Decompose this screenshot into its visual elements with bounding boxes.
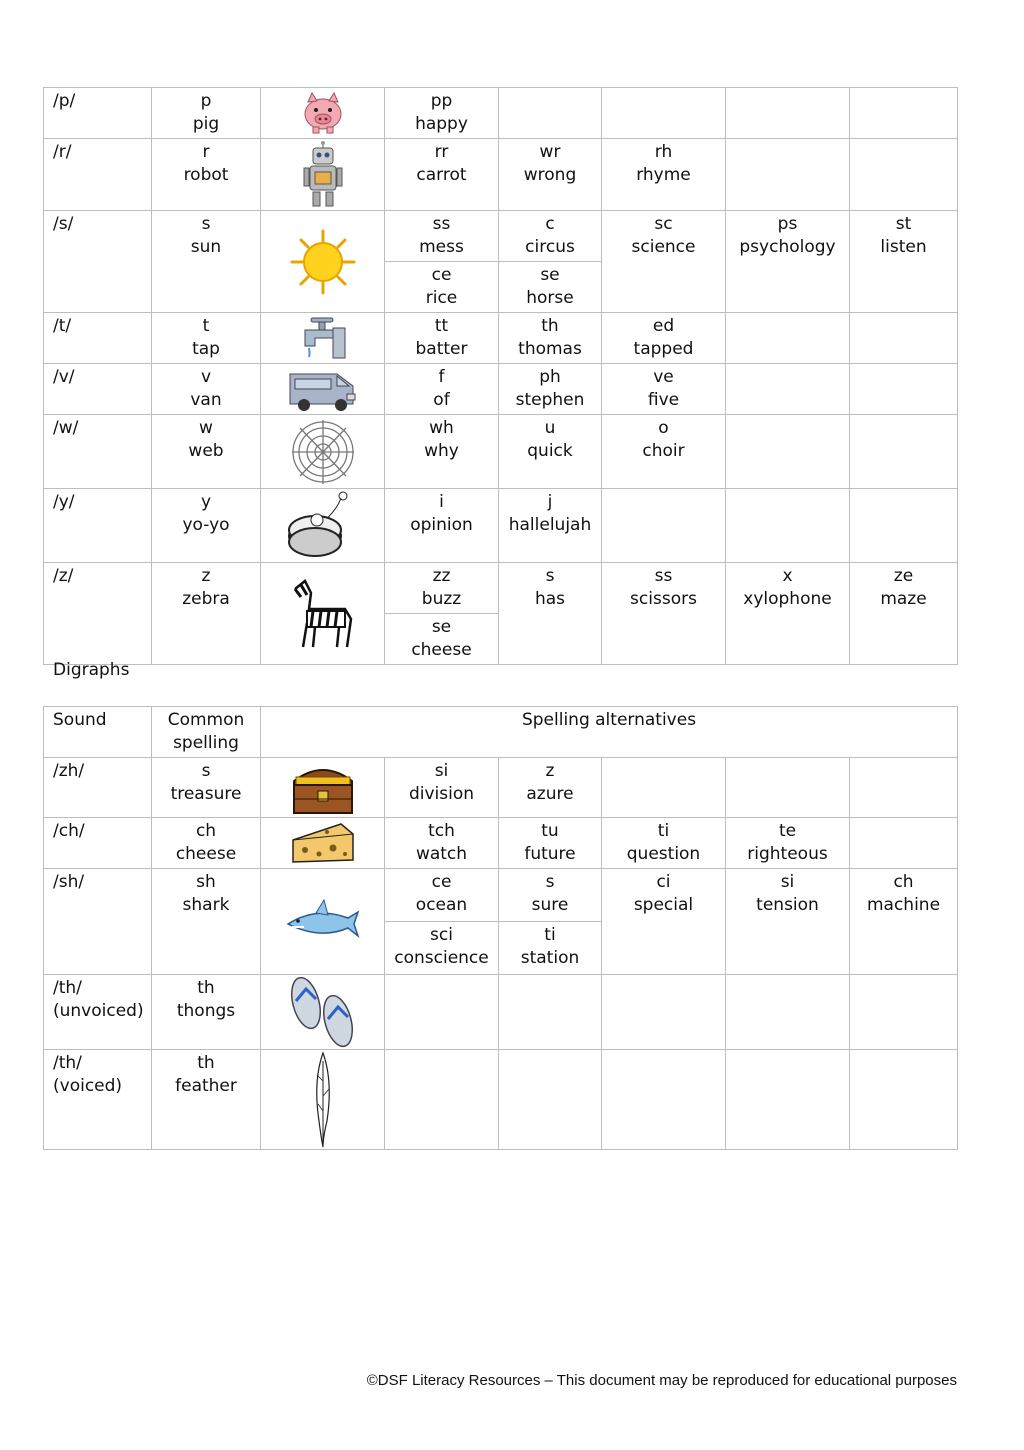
- spelling-alternative-cell: st listen: [850, 211, 958, 313]
- table-row: [44, 563, 958, 614]
- spelling-alternative-cell: [850, 975, 958, 1050]
- common-spelling-cell: ch cheese: [152, 818, 261, 869]
- spelling-alternative-cell: sci conscience: [385, 922, 499, 975]
- spelling-alternative-cell: tu future: [499, 818, 602, 869]
- table-row: [44, 313, 958, 364]
- picture-cell: [261, 313, 385, 364]
- picture-cell: [261, 818, 385, 869]
- spelling-alternative-cell: [602, 88, 726, 139]
- section-title: Digraphs: [53, 660, 130, 680]
- spelling-alternative-cell: [850, 489, 958, 563]
- sound-cell: /s/: [44, 211, 152, 313]
- sound-cell: /z/: [44, 563, 152, 665]
- table-row: [44, 975, 958, 1050]
- sound-cell: /v/: [44, 364, 152, 415]
- common-spelling-cell: z zebra: [152, 563, 261, 665]
- robot-icon: [261, 140, 384, 210]
- spelling-alternative-cell: [726, 88, 850, 139]
- spelling-alternative-cell: c circus: [499, 211, 602, 262]
- spelling-alternative-cell: tch watch: [385, 818, 499, 869]
- spelling-alternative-cell: sc science: [602, 211, 726, 313]
- common-spelling-cell: th thongs: [152, 975, 261, 1050]
- picture-cell: [261, 139, 385, 211]
- picture-cell: [261, 758, 385, 818]
- spelling-alternative-cell: ss scissors: [602, 563, 726, 665]
- spelling-alternative-cell: [602, 1050, 726, 1150]
- spelling-alternative-cell: [850, 139, 958, 211]
- spelling-alternative-cell: [850, 313, 958, 364]
- table-row: [44, 869, 958, 922]
- spelling-alternative-cell: i opinion: [385, 489, 499, 563]
- spelling-alternative-cell: ci special: [602, 869, 726, 975]
- spelling-alternative-cell: [726, 975, 850, 1050]
- spelling-alternative-cell: pp happy: [385, 88, 499, 139]
- common-spelling-cell: t tap: [152, 313, 261, 364]
- zebra-icon: [261, 579, 384, 649]
- picture-cell: [261, 88, 385, 139]
- picture-cell: [261, 869, 385, 975]
- spelling-alternative-cell: [499, 1050, 602, 1150]
- spelling-alternative-cell: se cheese: [385, 614, 499, 665]
- spelling-alternative-cell: o choir: [602, 415, 726, 489]
- common-spelling-cell: w web: [152, 415, 261, 489]
- spelling-alternative-cell: zz buzz: [385, 563, 499, 614]
- spelling-alternative-cell: ce rice: [385, 262, 499, 313]
- footer-copyright: ©DSF Literacy Resources – This document may be reproduced for educational purposes: [366, 1372, 957, 1389]
- spelling-alternative-cell: ve five: [602, 364, 726, 415]
- sound-cell: /t/: [44, 313, 152, 364]
- spelling-alternative-cell: se horse: [499, 262, 602, 313]
- spelling-alternative-cell: [726, 415, 850, 489]
- spelling-alternative-cell: z azure: [499, 758, 602, 818]
- picture-cell: [261, 364, 385, 415]
- sound-cell: /ch/: [44, 818, 152, 869]
- table-row: [44, 139, 958, 211]
- spelling-alternative-cell: wr wrong: [499, 139, 602, 211]
- common-spelling-cell: sh shark: [152, 869, 261, 975]
- spelling-alternative-cell: ze maze: [850, 563, 958, 665]
- spelling-alternative-cell: [726, 139, 850, 211]
- cheese-icon: [261, 820, 384, 866]
- spelling-alternative-cell: u quick: [499, 415, 602, 489]
- table-row: [44, 364, 958, 415]
- common-spelling-cell: v van: [152, 364, 261, 415]
- tap-icon: [261, 316, 384, 360]
- spelling-alternative-cell: [726, 489, 850, 563]
- spelling-alternative-cell: ss mess: [385, 211, 499, 262]
- spelling-alternative-cell: si tension: [726, 869, 850, 975]
- table-row: [44, 758, 958, 818]
- shark-icon: [261, 898, 384, 946]
- common-spelling-cell: th feather: [152, 1050, 261, 1150]
- spelling-alternative-cell: th thomas: [499, 313, 602, 364]
- spelling-alternative-cell: [850, 1050, 958, 1150]
- common-spelling-cell: y yo-yo: [152, 489, 261, 563]
- table-row: [44, 1050, 958, 1150]
- feather-icon: [261, 1051, 384, 1149]
- picture-cell: [261, 975, 385, 1050]
- spelling-alternative-cell: si division: [385, 758, 499, 818]
- pig-icon: [261, 90, 384, 136]
- web-icon: [261, 418, 384, 486]
- spelling-alternative-cell: rh rhyme: [602, 139, 726, 211]
- spelling-alternative-cell: ce ocean: [385, 869, 499, 922]
- spelling-alternative-cell: f of: [385, 364, 499, 415]
- sun-icon: [261, 229, 384, 295]
- spelling-alternative-cell: ti question: [602, 818, 726, 869]
- header-spelling-alternatives: Spelling alternatives: [261, 707, 958, 758]
- spelling-alternative-cell: te righteous: [726, 818, 850, 869]
- common-spelling-cell: s sun: [152, 211, 261, 313]
- van-icon: [261, 366, 384, 412]
- sound-cell: /th/ (voiced): [44, 1050, 152, 1150]
- picture-cell: [261, 211, 385, 313]
- common-spelling-cell: r robot: [152, 139, 261, 211]
- spelling-alternative-cell: s sure: [499, 869, 602, 922]
- table-row: [44, 415, 958, 489]
- spelling-alternative-cell: [602, 758, 726, 818]
- common-spelling-cell: s treasure: [152, 758, 261, 818]
- header-sound: Sound: [44, 707, 152, 758]
- sound-cell: /th/ (unvoiced): [44, 975, 152, 1050]
- sound-cell: /y/: [44, 489, 152, 563]
- spelling-alternative-cell: [850, 758, 958, 818]
- sound-cell: /w/: [44, 415, 152, 489]
- spelling-alternative-cell: [602, 489, 726, 563]
- picture-cell: [261, 415, 385, 489]
- phonics-table: [43, 87, 958, 665]
- spelling-alternative-cell: [850, 818, 958, 869]
- spelling-alternative-cell: x xylophone: [726, 563, 850, 665]
- treasure-chest-icon: [261, 759, 384, 817]
- spelling-alternative-cell: ch machine: [850, 869, 958, 975]
- sound-cell: /sh/: [44, 869, 152, 975]
- spelling-alternative-cell: [499, 88, 602, 139]
- common-spelling-cell: p pig: [152, 88, 261, 139]
- spelling-alternative-cell: [726, 758, 850, 818]
- spelling-alternative-cell: ed tapped: [602, 313, 726, 364]
- spelling-alternative-cell: rr carrot: [385, 139, 499, 211]
- sound-cell: /p/: [44, 88, 152, 139]
- spelling-alternative-cell: [850, 364, 958, 415]
- spelling-alternative-cell: j hallelujah: [499, 489, 602, 563]
- spelling-alternative-cell: [385, 975, 499, 1050]
- table-row: [44, 818, 958, 869]
- spelling-alternative-cell: [726, 1050, 850, 1150]
- sound-cell: /r/: [44, 139, 152, 211]
- header-common-spelling: Common spelling: [152, 707, 261, 758]
- spelling-alternative-cell: [726, 364, 850, 415]
- picture-cell: [261, 1050, 385, 1150]
- spelling-alternative-cell: [850, 88, 958, 139]
- spelling-alternative-cell: [850, 415, 958, 489]
- spelling-alternative-cell: s has: [499, 563, 602, 665]
- table-row: [44, 489, 958, 563]
- spelling-alternative-cell: [726, 313, 850, 364]
- thongs-icon: [261, 975, 384, 1049]
- table-row: [44, 88, 958, 139]
- spelling-alternative-cell: wh why: [385, 415, 499, 489]
- spelling-alternative-cell: ph stephen: [499, 364, 602, 415]
- yoyo-icon: [261, 490, 384, 562]
- digraphs-table: [43, 706, 958, 1150]
- sound-cell: /zh/: [44, 758, 152, 818]
- picture-cell: [261, 489, 385, 563]
- spelling-alternative-cell: tt batter: [385, 313, 499, 364]
- spelling-alternative-cell: ps psychology: [726, 211, 850, 313]
- spelling-alternative-cell: ti station: [499, 922, 602, 975]
- table-row: [44, 211, 958, 262]
- table-header-row: [44, 707, 958, 758]
- spelling-alternative-cell: [602, 975, 726, 1050]
- spelling-alternative-cell: [385, 1050, 499, 1150]
- spelling-alternative-cell: [499, 975, 602, 1050]
- picture-cell: [261, 563, 385, 665]
